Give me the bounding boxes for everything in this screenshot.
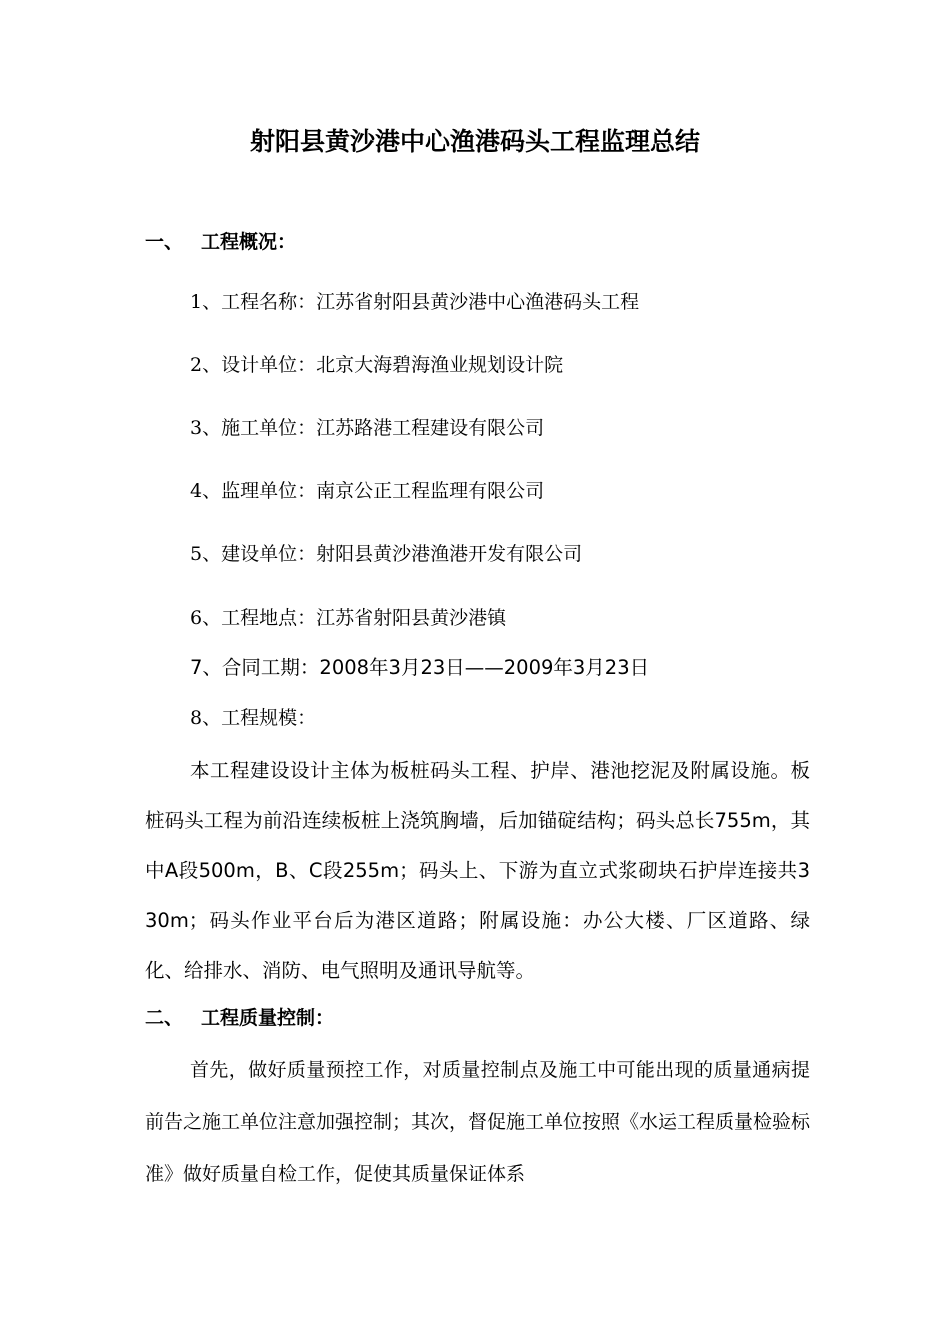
section-heading-quality <box>145 1002 334 1034</box>
owner-item: 5、建设单位：射阳县黄沙港渔港开发有限公司 <box>190 543 583 565</box>
document-title: 射阳县黄沙港中心渔港码头工程监理总结 <box>249 127 700 156</box>
contract-period-item: 7、合同工期：2008年3月23日——2009年3月23日 <box>190 656 650 679</box>
quality-paragraph: 首先，做好质量预控工作，对质量控制点及施工中可能出现的质量通病提前告之施工单位注意加强控制；其次，督促施工单位按照《水运工程质量检验标准》做好质量自检工作，促使其质量保证体系 <box>145 1059 811 1185</box>
location-item <box>190 602 506 634</box>
section-number: 二、 <box>145 1007 184 1029</box>
location-label: 6、工程地点： <box>190 607 317 629</box>
section-heading-overview <box>145 226 296 258</box>
scale-paragraph: 本工程建设设计主体为板桩码头工程、护岸、港池挖泥及附属设施。板桩码头工程为前沿连续板桩上浇筑胸墙，后加锚碇结构；码头总长755m，其中A段500m，B、C段255m；码头上、下游为直立式浆砌块石护岸连接共330m；码头作业平台后为港区道路；附属设施：办公大楼、厂区道路、绿化、给排水、消防、电气照明及通讯导航等。 <box>145 759 810 982</box>
supervisor-item: 4、监理单位：南京公正工程监理有限公司 <box>190 480 545 502</box>
project-name-item: 1、工程名称：江苏省射阳县黄沙港中心渔港码头工程 <box>190 291 640 313</box>
location-value: 江苏省射阳县黄沙港镇 <box>316 607 507 629</box>
section-number: 一、 <box>145 231 184 253</box>
project-scale-item: 8、工程规模： <box>190 707 317 729</box>
contractor-item: 3、施工单位：江苏路港工程建设有限公司 <box>190 417 545 439</box>
section-title: 工程概况： <box>201 231 297 253</box>
designer-item: 2、设计单位：北京大海碧海渔业规划设计院 <box>190 354 564 376</box>
section-title: 工程质量控制： <box>201 1007 335 1029</box>
